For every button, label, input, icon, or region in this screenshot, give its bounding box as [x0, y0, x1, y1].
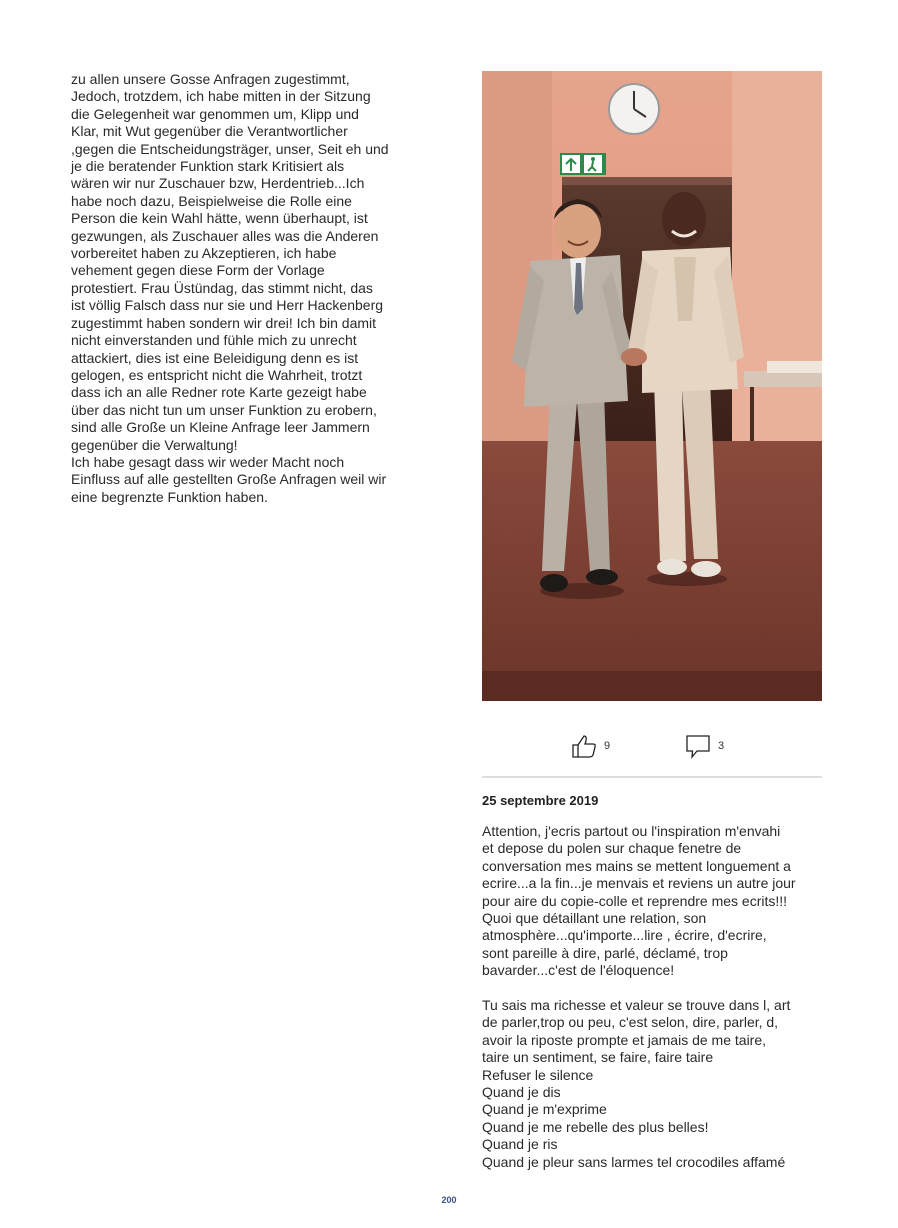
text-line: Quand je m'exprime — [482, 1101, 607, 1118]
thumbs-up-icon — [570, 733, 598, 759]
text-line: dass ich an alle Redner rote Karte gezeigt habe — [71, 384, 367, 401]
text-line: de parler,trop ou peu, c'est selon, dire, parler, d, — [482, 1014, 779, 1031]
text-line: protestiert. Frau Üstündag, das stimmt nicht, das — [71, 279, 373, 296]
text-line: über das nicht tun um unser Funktion zu erobern, — [71, 401, 377, 418]
text-line: gezwungen, als Zuschauer alles was die Anderen — [71, 227, 379, 244]
text-line: je die beratender Funktion stark Kritisiert als — [71, 158, 345, 175]
paragraph-gap — [482, 980, 827, 997]
speech-bubble-icon — [684, 733, 712, 759]
text-line: conversation mes mains se mettent longuement a — [482, 857, 791, 874]
text-line: Quand je ris — [482, 1136, 558, 1153]
reaction-bar — [482, 728, 822, 764]
text-line: et depose du polen sur chaque fenetre de — [482, 840, 742, 857]
text-line: wären wir nur Zuschauer bzw, Herdentrieb...Ich — [71, 175, 365, 192]
text-line: avoir la riposte prompte et jamais de me taire, — [482, 1031, 767, 1048]
text-line: gegenüber die Verwaltung! — [71, 436, 238, 453]
text-line: ist völlig Falsch dass nur sie und Herr Hackenberg — [71, 297, 384, 314]
text-line: taire un sentiment, se faire, faire taire — [482, 1049, 714, 1066]
text-line: bavarder...c'est de l'éloquence! — [482, 962, 675, 979]
text-line: eine begrenzte Funktion haben. — [71, 488, 268, 505]
page-number: 200 — [441, 1195, 457, 1205]
text-line: gelogen, es entspricht nicht die Wahrheit, trotzt — [71, 366, 363, 383]
exit-sign — [560, 153, 606, 175]
text-line: attackiert, dies ist eine Beleidigung denn es ist — [71, 349, 359, 366]
text-line: Quoi que détaillant une relation, son — [482, 910, 707, 927]
text-line: Ich habe gesagt dass wir weder Macht noch — [71, 453, 345, 470]
text-line: zu allen unsere Gosse Anfragen zugestimmt, — [71, 71, 350, 87]
text-line: die Gelegenheit war genommen um, Klipp und — [71, 105, 359, 122]
text-line: habe noch dazu, Beispielweise die Rolle eine — [71, 192, 352, 209]
comment-count: 3 — [718, 740, 725, 752]
text-line: nicht einverstanden und fühle mich zu unrecht — [71, 332, 357, 349]
text-line: vorbereitet haben zu Akzeptieren, ich habe — [71, 245, 337, 262]
text-line: ,gegen die Entscheidungsträger, unser, Seit eh und — [71, 140, 389, 157]
text-line: sont pareille à dire, parlé, déclamé, trop — [482, 944, 728, 961]
text-line: Jedoch, trotzdem, ich habe mitten in der Sitzung — [71, 88, 371, 105]
like-count: 9 — [604, 740, 611, 752]
comment-button[interactable] — [684, 732, 724, 760]
text-line: atmosphère...qu'importe...lire , écrire, d'ecrire, — [482, 927, 767, 944]
text-line: Quand je dis — [482, 1084, 561, 1101]
text-line: Tu sais ma richesse et valeur se trouve dans l, art — [482, 997, 791, 1014]
post-photo — [482, 71, 822, 701]
photo-illustration — [482, 71, 822, 701]
text-line: zugestimmt haben sondern wir drei! Ich bin damit — [71, 314, 377, 331]
article-left-column — [71, 71, 416, 506]
text-line: Attention, j'ecris partout ou l'inspiration m'envahi — [482, 823, 781, 839]
post-date: 25 septembre 2019 — [482, 793, 599, 808]
text-line: Person die kein Wahl hätte, wenn überhaupt, ist — [71, 210, 368, 227]
text-line: ecrire...a la fin...je menvais et reviens un autre jour — [482, 875, 796, 892]
text-line: Klar, mit Wut gegenüber die Verantwortlicher — [71, 123, 348, 140]
text-line: Einfluss auf alle gestellten Große Anfragen weil wir — [71, 471, 387, 488]
post-body — [482, 823, 827, 1171]
text-line: Quand je pleur sans larmes tel crocodiles affamé — [482, 1153, 786, 1170]
text-line: sind alle Große un Kleine Anfrage leer Jammern — [71, 419, 370, 436]
text-line: Quand je me rebelle des plus belles! — [482, 1118, 709, 1135]
handshake — [621, 348, 647, 366]
text-line: vehement gegen diese Form der Vorlage — [71, 262, 325, 279]
like-button[interactable] — [570, 732, 610, 760]
clock-icon — [609, 84, 659, 134]
text-line: pour aire du copie-colle et reprendre mes ecrits!!! — [482, 892, 788, 909]
divider — [482, 776, 822, 778]
text-line: Refuser le silence — [482, 1066, 594, 1083]
